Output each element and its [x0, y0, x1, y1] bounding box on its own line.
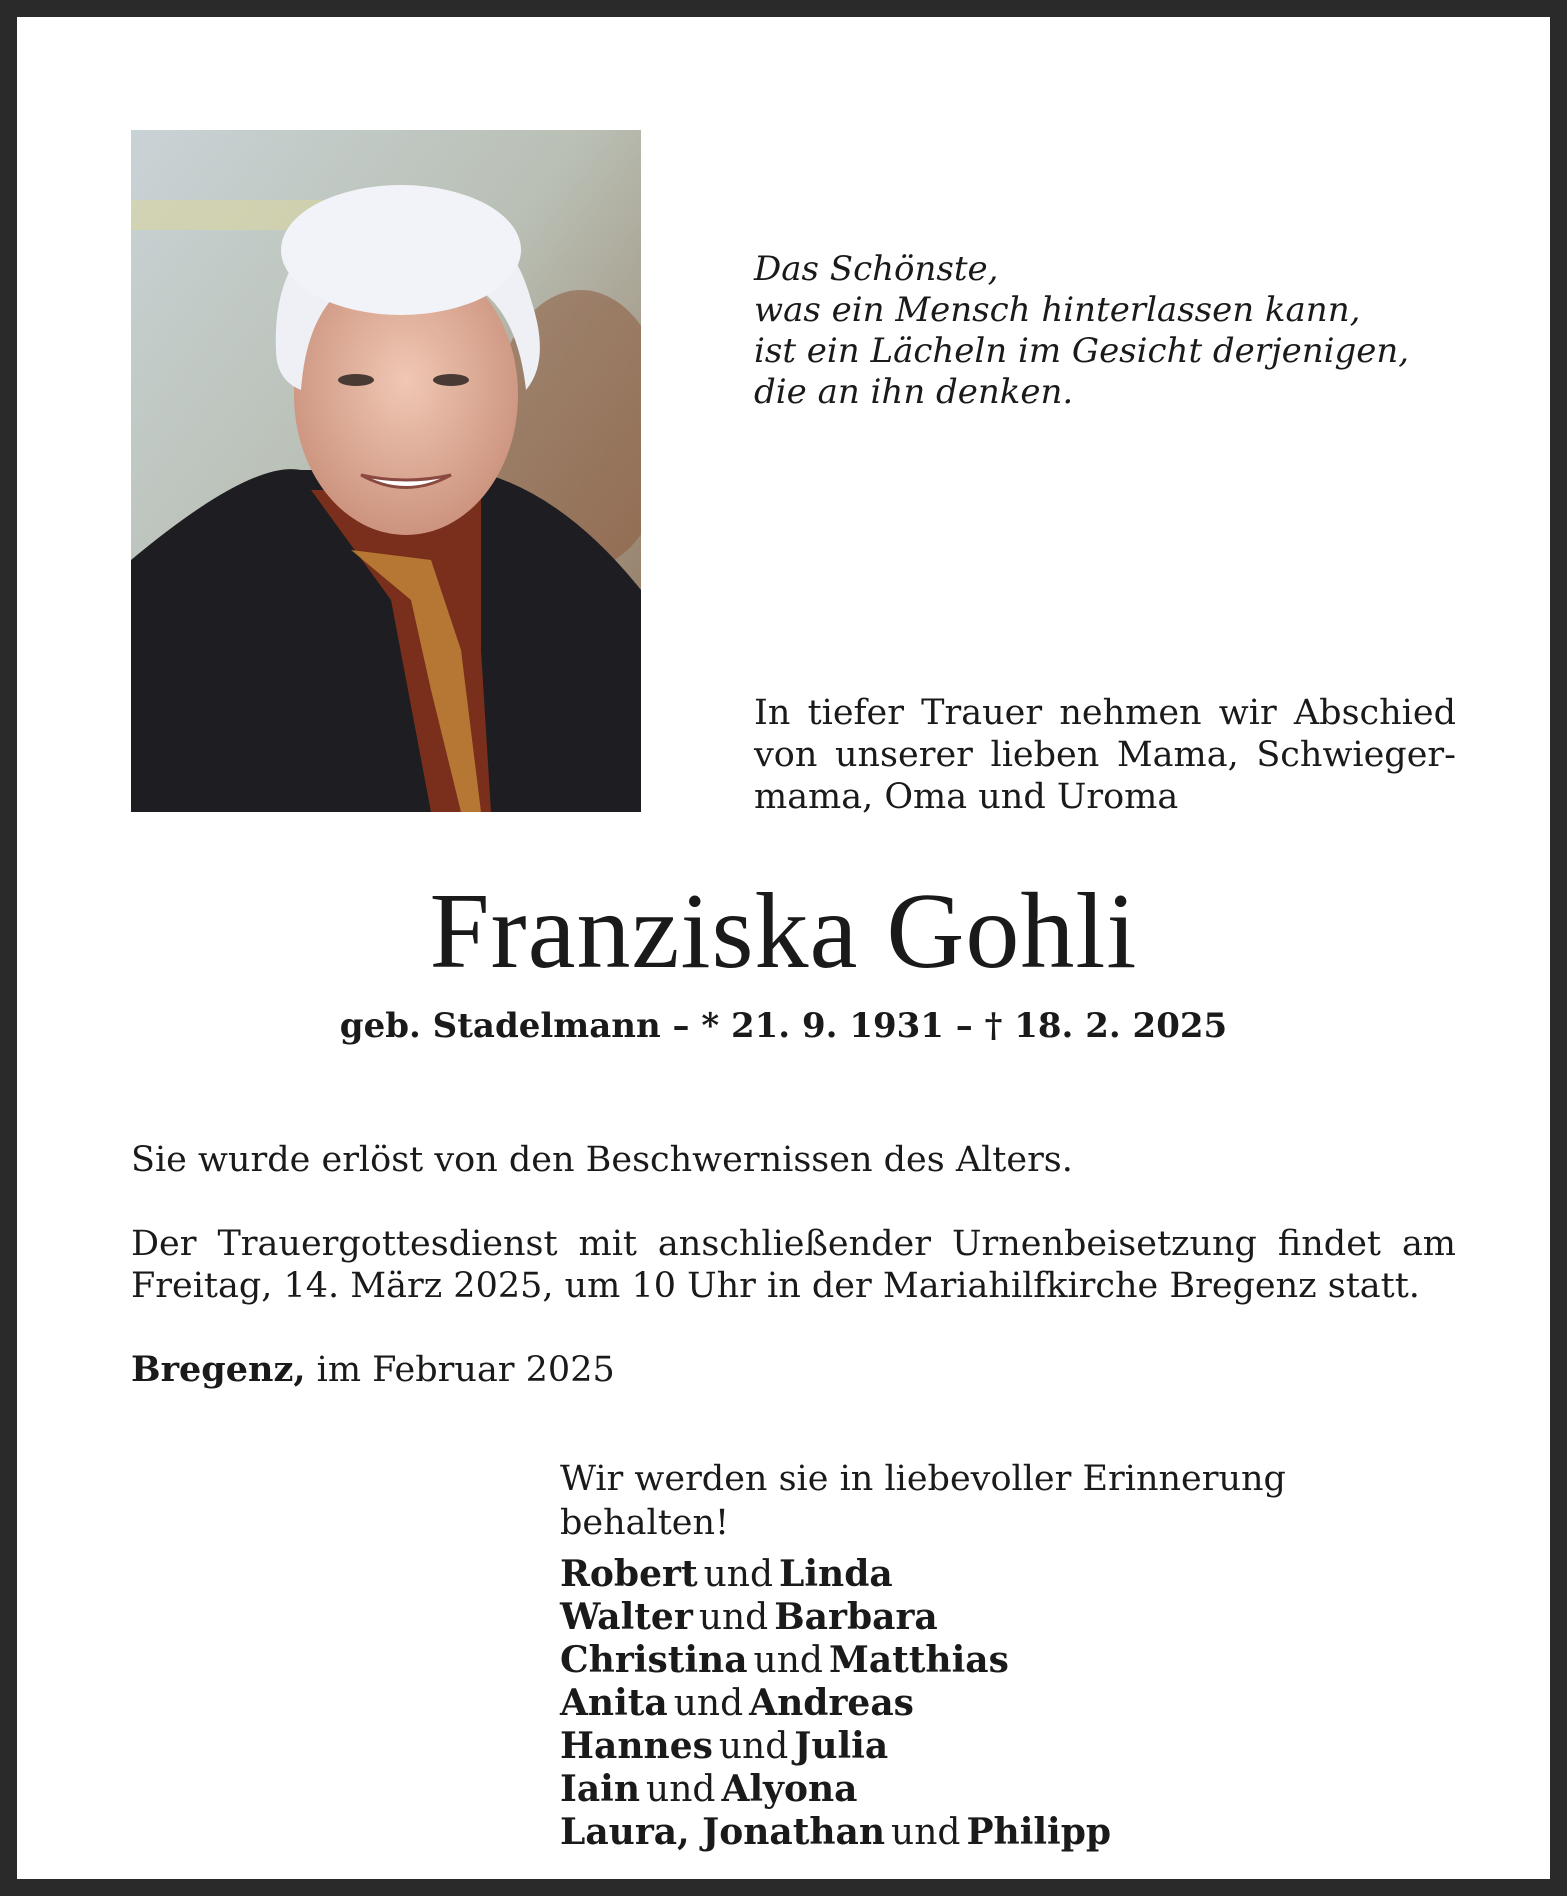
family-name: Julia	[794, 1725, 889, 1767]
quote-line: Das Schönste,	[754, 249, 999, 289]
date: im Februar 2025	[305, 1350, 615, 1390]
family-row	[560, 1639, 1460, 1682]
quote-line: was ein Mensch hinterlassen kann,	[754, 290, 1361, 330]
quote-line: die an ihn denken.	[754, 372, 1074, 412]
joiner: und	[646, 1769, 716, 1810]
quote-line: ist ein Lächeln im Gesicht derjenigen,	[754, 331, 1410, 371]
family-name: Robert	[560, 1553, 698, 1595]
family-name: Hannes	[560, 1725, 713, 1767]
memorial-quote	[754, 249, 1474, 413]
family-name: Matthias	[828, 1639, 1009, 1681]
family-list	[560, 1553, 1460, 1854]
joiner: und	[753, 1640, 823, 1681]
family-name: Walter	[560, 1596, 693, 1638]
family-name: Alyona	[721, 1768, 858, 1810]
mourning-statement	[754, 692, 1456, 818]
service-line: Der Trauergottesdienst mit anschließender Urnenbeisetzung findet am	[131, 1224, 1456, 1264]
family-name: Andreas	[749, 1682, 914, 1724]
family-row	[560, 1553, 1460, 1596]
funeral-service-text	[131, 1223, 1456, 1307]
place-date	[131, 1349, 1456, 1391]
family-name: Linda	[779, 1553, 893, 1595]
joiner: und	[673, 1683, 744, 1724]
family-name: Barbara	[774, 1596, 938, 1638]
family-signatures	[560, 1457, 1460, 1854]
joiner: und	[698, 1597, 769, 1638]
family-name: Iain	[560, 1768, 641, 1810]
deceased-name: Franziska Gohli	[429, 872, 1138, 991]
mourning-line: mama, Oma und Uroma	[754, 777, 1179, 817]
remembrance-line: Wir werden sie in liebevoller Erinnerung behalten!	[560, 1459, 1286, 1543]
joiner: und	[718, 1726, 789, 1767]
family-row	[560, 1768, 1460, 1811]
place: Bregenz,	[131, 1349, 306, 1390]
mourning-line: In tiefer Trauer nehmen wir Abschied	[754, 693, 1456, 733]
service-line: Freitag, 14. März 2025, um 10 Uhr in der Mariahilfkirche Bregenz statt.	[131, 1266, 1420, 1306]
relief-text: Sie wurde erlöst von den Beschwernissen des Alters.	[131, 1140, 1073, 1180]
family-name: Laura, Jonathan	[560, 1811, 886, 1853]
family-row	[560, 1682, 1460, 1725]
joiner: und	[703, 1554, 774, 1595]
family-row	[560, 1725, 1460, 1768]
joiner: und	[891, 1812, 961, 1853]
portrait-photo	[131, 130, 641, 812]
family-row	[560, 1596, 1460, 1639]
family-name: Philipp	[966, 1811, 1112, 1853]
family-name: Christina	[560, 1639, 748, 1681]
family-name: Anita	[560, 1682, 668, 1724]
obituary-page	[17, 17, 1550, 1879]
birth-death-dates: geb. Stadelmann – * 21. 9. 1931 – † 18. 2. 2025	[339, 1006, 1228, 1046]
mourning-line: von unserer lieben Mama, Schwieger-	[754, 735, 1456, 775]
family-row	[560, 1811, 1460, 1854]
